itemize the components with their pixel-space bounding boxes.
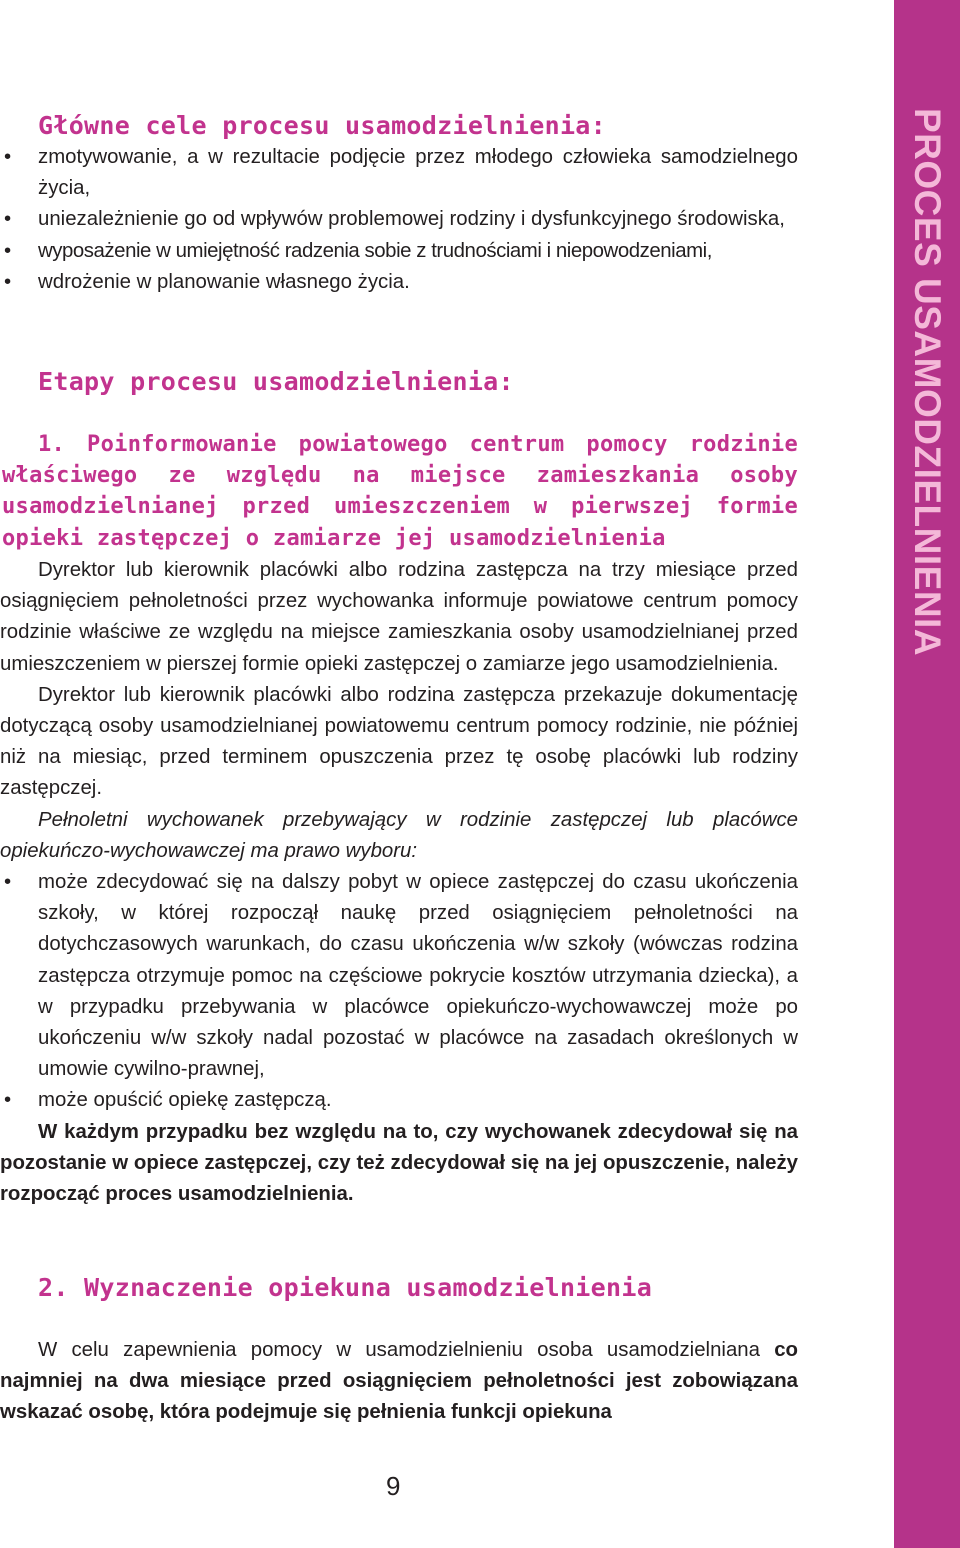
- stage-1-body: [0, 555, 798, 1210]
- bullet-icon: •: [4, 239, 11, 262]
- list-item: • wdrożenie w planowanie własnego życia.: [0, 267, 798, 298]
- list-item: • wyposażenie w umiejętność radzenia sobie z trudnościami i niepowodzeniami,: [0, 236, 798, 267]
- stage-2-body: [0, 1335, 798, 1429]
- bullet-icon: •: [4, 270, 12, 293]
- stage-1-paragraph-1: Dyrektor lub kierownik placówki albo rodzina zastępcza na trzy miesiące przed osiągnięciem pełnoletności przez wychowanka informuje powiatowe centrum pomocy rodzinie właściwe ze względu na miejsce zamieszkania osoby usamodzielnianej przed umieszczeniem w pierszej formie opieki zastępczej o zamiarze jego usamodzielnienia.: [0, 559, 798, 675]
- goals-list: [0, 142, 798, 298]
- list-item: • może opuścić opiekę zastępczą.: [0, 1085, 798, 1116]
- choices-list: [0, 867, 798, 1117]
- side-tab-title: PROCES USAMODZIELNIENIA: [907, 108, 948, 657]
- side-tab: [894, 0, 960, 1548]
- bullet-icon: •: [4, 208, 12, 231]
- page-number: 9: [386, 1471, 401, 1501]
- stage-1-heading: 1. Poinformowanie powiatowego centrum pomocy rodzinie właściwego ze względu na miejsce zamieszkania osoby usamodzielnianej przed umieszczeniem w pierwszej formie opieki zastępczej o zamiarze jej usamodzielnienia: [2, 432, 798, 551]
- stage-2-paragraph: W celu zapewnienia pomocy w usamodzielnieniu osoba usamodzielniana co najmniej na dwa miesiące przed osiągnięciem pełnoletności jest zobowiązana wskazać osobę, która podejmuje się pełnienia funkcji opiekuna: [0, 1339, 798, 1424]
- bullet-icon: •: [4, 871, 12, 894]
- list-item: • uniezależnienie go od wpływów problemowej rodziny i dysfunkcyjnego środowiska,: [0, 204, 798, 235]
- bullet-icon: •: [4, 1089, 12, 1112]
- list-item: • może zdecydować się na dalszy pobyt w opiece zastępczej do czasu ukończenia szkoły, w której rozpoczął naukę przed osiągnięciem pełnoletności na dotychczasowych warunkach, do czasu ukończenia w/w szkoły (wówczas rodzina zastępcza otrzymuje pomoc na częściowe pokrycie kosztów utrzymania dziecka), a w przypadku przebywania w placówce opiekuńczo-wychowawczej może po ukończeniu w/w szkoły nadal pozostać w placówce na zasadach określonych w umowie cywilno-prawnej,: [0, 867, 798, 1085]
- stage-1-paragraph-3: Pełnoletni wychowanek przebywający w rodzinie zastępczej lub placówce opiekuńczo-wychowawczej ma prawo wyboru:: [0, 808, 798, 862]
- stage-1-paragraph-2: Dyrektor lub kierownik placówki albo rodzina zastępcza przekazuje dokumentację dotyczącą osoby usamodzielnianej powiatowemu centrum pomocy rodzinie, nie później niż na miesiąc, przed terminem opuszczenia przez tę osobę placówki lub rodziny zastępczej.: [0, 683, 798, 800]
- stage-1-bold-note: W każdym przypadku bez względu na to, czy wychowanek zdecydował się na pozostanie w opiece zastępczej, czy też zdecydował się na jej opuszczenie, należy rozpocząć proces usamodzielnienia.: [0, 1120, 798, 1206]
- list-item: • zmotywowanie, a w rezultacie podjęcie przez młodego człowieka samodzielnego życia,: [0, 142, 798, 204]
- stages-heading: Etapy procesu usamodzielnienia:: [38, 367, 514, 396]
- goals-heading: Główne cele procesu usamodzielnienia:: [38, 111, 606, 140]
- stage-2-heading: 2. Wyznaczenie opiekuna usamodzielnienia: [38, 1273, 653, 1302]
- bullet-icon: •: [4, 146, 12, 168]
